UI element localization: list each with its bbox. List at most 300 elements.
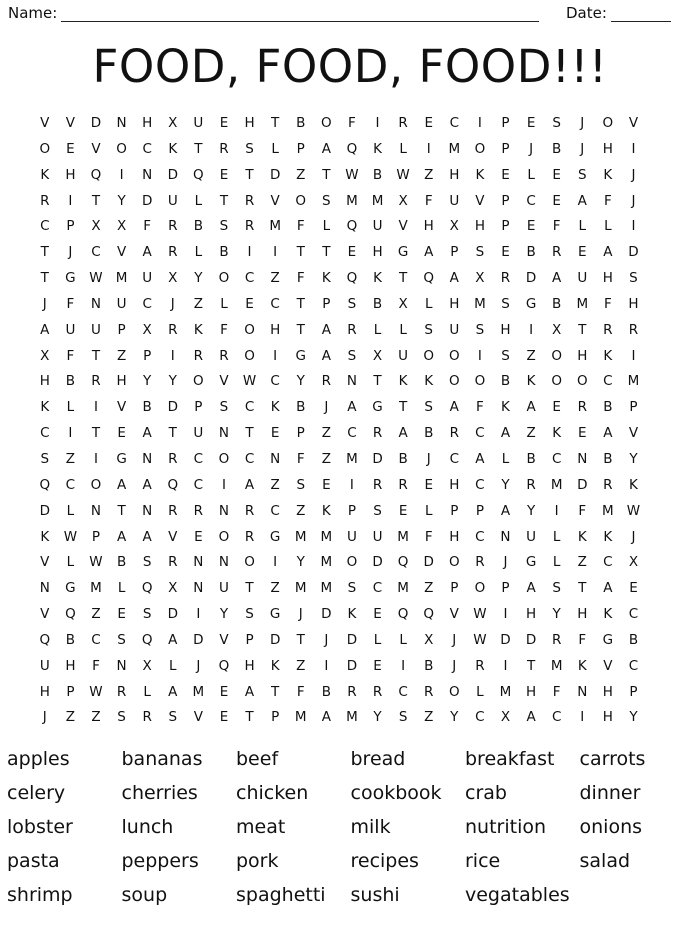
grid-letter[interactable]: R (449, 425, 459, 442)
grid-letter[interactable]: V (219, 373, 229, 390)
grid-letter[interactable]: K (577, 528, 587, 545)
grid-letter[interactable]: J (631, 192, 636, 209)
grid-letter[interactable]: O (551, 373, 562, 390)
grid-letter[interactable]: E (270, 425, 280, 442)
grid-letter[interactable]: U (449, 192, 460, 209)
grid-letter[interactable]: Q (423, 606, 435, 623)
grid-letter[interactable]: I (119, 166, 124, 183)
grid-letter[interactable]: K (603, 528, 613, 545)
grid-letter[interactable]: J (68, 244, 73, 261)
grid-letter[interactable]: M (294, 528, 307, 545)
grid-letter[interactable]: T (398, 270, 408, 287)
grid-letter[interactable]: S (117, 709, 126, 726)
grid-letter[interactable]: P (143, 347, 152, 364)
grid-letter[interactable]: P (117, 321, 126, 338)
grid-letter[interactable]: P (501, 580, 510, 597)
grid-letter[interactable]: L (399, 631, 407, 648)
grid-letter[interactable]: O (218, 450, 230, 467)
grid-letter[interactable]: Q (346, 218, 358, 235)
grid-letter[interactable]: M (346, 450, 358, 467)
grid-letter[interactable]: B (398, 450, 408, 467)
grid-letter[interactable]: Y (373, 709, 382, 726)
grid-letter[interactable]: K (270, 399, 280, 416)
grid-letter[interactable]: O (116, 140, 127, 157)
grid-letter[interactable]: F (296, 683, 305, 700)
grid-letter[interactable]: S (475, 244, 485, 261)
grid-letter[interactable]: L (373, 321, 382, 338)
grid-letter[interactable]: T (245, 425, 254, 442)
grid-letter[interactable]: F (603, 192, 612, 209)
grid-letter[interactable]: E (219, 683, 229, 700)
grid-letter[interactable]: R (193, 347, 204, 364)
grid-letter[interactable]: E (526, 115, 536, 131)
grid-letter[interactable]: K (321, 270, 331, 287)
grid-letter[interactable]: E (66, 140, 75, 157)
grid-letter[interactable]: E (552, 399, 561, 416)
grid-letter[interactable]: A (244, 683, 255, 700)
grid-letter[interactable]: M (346, 192, 358, 209)
grid-letter[interactable]: V (193, 709, 203, 726)
grid-letter[interactable]: T (91, 347, 101, 364)
grid-letter[interactable]: Y (501, 476, 510, 493)
grid-letter[interactable]: S (219, 399, 229, 416)
grid-letter[interactable]: R (577, 399, 587, 416)
grid-letter[interactable]: P (66, 683, 75, 700)
grid-letter[interactable]: O (448, 373, 460, 390)
grid-letter[interactable]: J (426, 450, 431, 467)
grid-letter[interactable]: O (423, 347, 435, 364)
grid-letter[interactable]: X (628, 554, 639, 571)
grid-letter[interactable]: C (603, 554, 613, 571)
grid-letter[interactable]: G (525, 295, 537, 312)
grid-letter[interactable]: E (117, 425, 126, 442)
grid-letter[interactable]: M (602, 502, 614, 519)
grid-letter[interactable]: K (40, 399, 50, 416)
grid-letter[interactable]: S (347, 580, 357, 597)
grid-letter[interactable]: T (245, 580, 254, 597)
grid-letter[interactable]: N (39, 580, 50, 597)
grid-letter[interactable]: N (218, 425, 229, 442)
grid-letter[interactable]: E (552, 192, 561, 209)
grid-letter[interactable]: M (269, 218, 281, 235)
grid-letter[interactable]: T (194, 140, 203, 157)
grid-letter[interactable]: C (244, 450, 255, 467)
grid-letter[interactable]: E (194, 528, 203, 545)
grid-letter[interactable]: R (372, 683, 383, 700)
grid-letter[interactable]: I (196, 606, 201, 623)
grid-letter[interactable]: X (372, 347, 383, 364)
grid-letter[interactable]: B (424, 657, 434, 674)
grid-letter[interactable]: Z (91, 606, 101, 623)
grid-letter[interactable]: K (193, 321, 203, 338)
grid-letter[interactable]: Q (39, 631, 51, 648)
grid-letter[interactable]: F (66, 295, 75, 312)
grid-letter[interactable]: L (552, 528, 561, 545)
grid-letter[interactable]: Q (39, 476, 51, 493)
grid-letter[interactable]: S (168, 709, 178, 726)
grid-letter[interactable]: N (218, 554, 229, 571)
grid-letter[interactable]: L (194, 192, 203, 209)
grid-letter[interactable]: D (193, 631, 204, 648)
grid-letter[interactable]: K (373, 140, 382, 157)
grid-letter[interactable]: S (142, 554, 152, 571)
grid-letter[interactable]: G (269, 606, 281, 623)
grid-letter[interactable]: P (501, 218, 510, 235)
grid-letter[interactable]: K (629, 476, 638, 493)
grid-letter[interactable]: I (247, 244, 252, 261)
grid-letter[interactable]: B (372, 295, 383, 312)
grid-letter[interactable]: E (424, 115, 433, 131)
grid-letter[interactable]: T (578, 321, 587, 338)
grid-letter[interactable]: H (65, 657, 76, 674)
grid-letter[interactable]: D (167, 606, 178, 623)
grid-letter[interactable]: N (346, 373, 357, 390)
grid-letter[interactable]: S (398, 709, 408, 726)
grid-letter[interactable]: B (552, 140, 562, 157)
grid-letter[interactable]: C (526, 192, 536, 209)
grid-letter[interactable]: D (372, 450, 383, 467)
grid-letter[interactable]: D (346, 631, 358, 648)
grid-letter[interactable]: D (423, 554, 434, 571)
grid-letter[interactable]: B (526, 244, 536, 261)
grid-letter[interactable]: D (167, 166, 178, 183)
grid-letter[interactable]: O (474, 373, 486, 390)
grid-letter[interactable]: R (91, 373, 101, 390)
grid-letter[interactable]: D (500, 631, 511, 648)
grid-letter[interactable]: J (196, 657, 201, 674)
grid-letter[interactable]: F (296, 270, 305, 287)
grid-letter[interactable]: P (66, 218, 75, 235)
grid-letter[interactable]: N (577, 683, 588, 700)
grid-letter[interactable]: B (65, 631, 76, 648)
grid-letter[interactable]: Q (346, 270, 358, 287)
grid-letter[interactable]: M (397, 528, 409, 545)
grid-letter[interactable]: U (116, 295, 127, 312)
grid-letter[interactable]: R (398, 476, 408, 493)
grid-letter[interactable]: Q (193, 166, 204, 183)
grid-letter[interactable]: C (551, 450, 562, 467)
grid-letter[interactable]: Y (552, 606, 561, 623)
grid-letter[interactable]: R (372, 476, 383, 493)
grid-letter[interactable]: U (219, 580, 229, 597)
grid-letter[interactable]: C (40, 218, 50, 235)
grid-letter[interactable]: S (219, 218, 229, 235)
grid-letter[interactable]: L (399, 321, 407, 338)
grid-letter[interactable]: E (501, 244, 510, 261)
grid-letter[interactable]: M (448, 140, 461, 157)
grid-letter[interactable]: E (629, 580, 638, 597)
grid-letter[interactable]: D (269, 631, 281, 648)
grid-letter[interactable]: B (142, 399, 152, 416)
grid-letter[interactable]: N (90, 502, 102, 519)
date-field[interactable] (566, 4, 671, 22)
grid-letter[interactable]: I (477, 347, 482, 364)
grid-letter[interactable]: S (424, 321, 433, 338)
grid-letter[interactable]: U (526, 528, 537, 545)
grid-letter[interactable]: Y (296, 554, 305, 571)
grid-letter[interactable]: R (244, 192, 255, 209)
grid-letter[interactable]: C (91, 631, 101, 648)
grid-letter[interactable]: X (398, 295, 408, 312)
grid-letter[interactable]: R (398, 115, 408, 131)
grid-letter[interactable]: O (295, 192, 307, 209)
grid-letter[interactable]: K (373, 270, 382, 287)
grid-letter[interactable]: Z (526, 347, 536, 364)
grid-letter[interactable]: R (424, 683, 434, 700)
grid-letter[interactable]: K (347, 606, 357, 623)
grid-letter[interactable]: R (347, 683, 357, 700)
grid-letter[interactable]: T (296, 631, 305, 648)
grid-letter[interactable]: P (450, 244, 459, 261)
grid-letter[interactable]: C (398, 683, 408, 700)
grid-letter[interactable]: P (296, 425, 305, 442)
grid-letter[interactable]: S (373, 502, 382, 519)
grid-letter[interactable]: J (324, 399, 329, 416)
grid-letter[interactable]: L (476, 683, 484, 700)
grid-letter[interactable]: C (91, 244, 101, 261)
grid-letter[interactable]: V (40, 606, 50, 623)
grid-letter[interactable]: X (424, 631, 434, 648)
grid-letter[interactable]: E (219, 166, 229, 183)
grid-letter[interactable]: O (474, 580, 486, 597)
grid-letter[interactable]: F (552, 218, 561, 235)
grid-letter[interactable]: P (501, 140, 510, 157)
grid-letter[interactable]: H (449, 476, 460, 493)
grid-letter[interactable]: J (170, 295, 175, 312)
grid-letter[interactable]: A (321, 321, 331, 338)
grid-letter[interactable]: P (91, 528, 101, 545)
grid-letter[interactable]: T (40, 244, 49, 261)
grid-letter[interactable]: M (371, 192, 384, 209)
grid-letter[interactable]: R (551, 244, 562, 261)
grid-letter[interactable]: L (66, 554, 75, 571)
grid-letter[interactable]: M (320, 554, 333, 571)
grid-letter[interactable]: U (91, 321, 101, 338)
grid-letter[interactable]: J (529, 140, 534, 157)
grid-letter[interactable]: B (219, 244, 229, 261)
grid-letter[interactable]: M (499, 683, 512, 700)
grid-letter[interactable]: R (321, 373, 332, 390)
grid-letter[interactable]: O (218, 270, 230, 287)
grid-letter[interactable]: P (194, 399, 203, 416)
grid-letter[interactable]: P (450, 502, 459, 519)
grid-letter[interactable]: K (398, 373, 408, 390)
grid-letter[interactable]: I (631, 218, 636, 235)
grid-letter[interactable]: S (629, 270, 638, 287)
grid-letter[interactable]: S (245, 606, 254, 623)
grid-letter[interactable]: D (628, 244, 639, 261)
grid-letter[interactable]: A (142, 425, 152, 442)
grid-letter[interactable]: A (526, 399, 536, 416)
grid-letter[interactable]: O (39, 140, 51, 157)
grid-letter[interactable]: E (219, 115, 229, 131)
grid-letter[interactable]: H (372, 244, 383, 261)
grid-letter[interactable]: N (116, 115, 127, 131)
grid-letter[interactable]: J (42, 709, 47, 726)
grid-letter[interactable]: K (424, 373, 434, 390)
grid-letter[interactable]: S (475, 321, 485, 338)
grid-letter[interactable]: G (295, 347, 306, 364)
grid-letter[interactable]: A (142, 528, 152, 545)
grid-letter[interactable]: R (372, 425, 383, 442)
grid-letter[interactable]: Q (90, 166, 102, 183)
grid-letter[interactable]: L (169, 657, 177, 674)
grid-letter[interactable]: I (349, 476, 354, 493)
grid-letter[interactable]: N (500, 528, 511, 545)
grid-letter[interactable]: Z (65, 450, 76, 467)
grid-letter[interactable]: H (116, 373, 127, 390)
grid-letter[interactable]: F (424, 528, 433, 545)
grid-letter[interactable]: V (270, 192, 280, 209)
grid-letter[interactable]: U (65, 321, 76, 338)
grid-letter[interactable]: Q (218, 657, 230, 674)
grid-letter[interactable]: L (501, 450, 510, 467)
grid-letter[interactable]: C (270, 295, 280, 312)
grid-letter[interactable]: X (116, 218, 127, 235)
grid-letter[interactable]: I (93, 450, 98, 467)
grid-letter[interactable]: B (603, 450, 613, 467)
grid-letter[interactable]: U (398, 347, 409, 364)
grid-letter[interactable]: B (552, 295, 562, 312)
grid-letter[interactable]: W (396, 166, 410, 183)
grid-letter[interactable]: U (39, 657, 50, 674)
grid-letter[interactable]: W (626, 502, 641, 519)
grid-letter[interactable]: B (424, 425, 434, 442)
grid-letter[interactable]: Y (629, 450, 638, 467)
grid-letter[interactable]: X (40, 347, 50, 364)
grid-letter[interactable]: A (603, 425, 613, 442)
grid-letter[interactable]: I (477, 115, 482, 131)
grid-letter[interactable]: B (296, 115, 306, 131)
grid-letter[interactable]: T (271, 115, 280, 131)
grid-letter[interactable]: M (90, 580, 102, 597)
grid-letter[interactable]: X (91, 218, 101, 235)
grid-letter[interactable]: C (193, 476, 204, 493)
grid-letter[interactable]: P (245, 631, 254, 648)
grid-letter[interactable]: R (219, 140, 229, 157)
grid-letter[interactable]: K (40, 528, 50, 545)
grid-letter[interactable]: A (142, 476, 152, 493)
grid-letter[interactable]: O (346, 554, 358, 571)
grid-letter[interactable]: C (628, 657, 639, 674)
grid-letter[interactable]: S (322, 192, 331, 209)
grid-letter[interactable]: M (115, 270, 128, 287)
grid-letter[interactable]: G (372, 399, 383, 416)
grid-letter[interactable]: P (271, 709, 280, 726)
grid-letter[interactable]: Q (141, 631, 153, 648)
grid-letter[interactable]: M (320, 580, 333, 597)
grid-letter[interactable]: S (552, 580, 561, 597)
grid-letter[interactable]: V (116, 244, 127, 261)
grid-letter[interactable]: G (65, 580, 76, 597)
grid-letter[interactable]: F (296, 218, 305, 235)
grid-letter[interactable]: R (219, 347, 229, 364)
grid-letter[interactable]: O (244, 321, 255, 338)
grid-letter[interactable]: H (423, 218, 434, 235)
grid-letter[interactable]: C (475, 709, 485, 726)
grid-letter[interactable]: U (372, 218, 383, 235)
grid-letter[interactable]: Y (117, 192, 126, 209)
grid-letter[interactable]: V (219, 631, 229, 648)
grid-letter[interactable]: T (322, 244, 331, 261)
grid-letter[interactable]: L (322, 218, 331, 235)
grid-letter[interactable]: H (244, 115, 255, 131)
grid-letter[interactable]: Z (424, 709, 434, 726)
grid-letter[interactable]: I (631, 140, 636, 157)
grid-letter[interactable]: C (603, 373, 613, 390)
grid-letter[interactable]: P (450, 580, 459, 597)
grid-letter[interactable]: Z (296, 166, 306, 183)
grid-letter[interactable]: X (142, 321, 152, 338)
grid-letter[interactable]: R (347, 321, 357, 338)
grid-letter[interactable]: R (603, 321, 613, 338)
grid-letter[interactable]: O (576, 373, 588, 390)
grid-letter[interactable]: S (577, 166, 587, 183)
grid-letter[interactable]: X (475, 270, 485, 287)
grid-letter[interactable]: H (577, 347, 588, 364)
grid-letter[interactable]: H (39, 683, 50, 700)
grid-letter[interactable]: P (629, 683, 638, 700)
grid-letter[interactable]: H (449, 295, 460, 312)
grid-letter[interactable]: U (193, 425, 204, 442)
grid-letter[interactable]: Z (424, 166, 434, 183)
grid-letter[interactable]: I (503, 657, 508, 674)
grid-letter[interactable]: T (245, 166, 254, 183)
grid-letter[interactable]: P (347, 502, 356, 519)
grid-letter[interactable]: L (373, 631, 382, 648)
grid-letter[interactable]: A (40, 321, 50, 338)
grid-letter[interactable]: A (603, 244, 613, 261)
grid-letter[interactable]: E (347, 244, 357, 261)
grid-letter[interactable]: C (142, 140, 152, 157)
grid-letter[interactable]: I (503, 606, 508, 623)
grid-letter[interactable]: F (220, 321, 228, 338)
grid-letter[interactable]: R (168, 244, 178, 261)
grid-letter[interactable]: H (500, 321, 511, 338)
grid-letter[interactable]: B (321, 683, 331, 700)
grid-letter[interactable]: H (65, 166, 76, 183)
grid-letter[interactable]: D (525, 270, 537, 287)
grid-letter[interactable]: E (526, 218, 536, 235)
grid-letter[interactable]: L (220, 295, 228, 312)
grid-letter[interactable]: W (89, 270, 103, 287)
grid-letter[interactable]: H (602, 140, 613, 157)
grid-letter[interactable]: B (372, 166, 383, 183)
grid-letter[interactable]: X (168, 115, 178, 131)
grid-letter[interactable]: V (628, 425, 639, 442)
grid-letter[interactable]: T (526, 657, 536, 674)
grid-letter[interactable]: T (322, 166, 331, 183)
grid-letter[interactable]: O (244, 554, 255, 571)
grid-letter[interactable]: P (501, 115, 510, 131)
grid-letter[interactable]: H (449, 166, 460, 183)
grid-letter[interactable]: E (552, 166, 561, 183)
grid-letter[interactable]: C (142, 295, 152, 312)
grid-letter[interactable]: J (631, 166, 636, 183)
grid-letter[interactable]: V (40, 115, 50, 131)
grid-letter[interactable]: G (269, 528, 281, 545)
grid-letter[interactable]: H (526, 683, 537, 700)
grid-letter[interactable]: C (449, 115, 460, 131)
grid-letter[interactable]: U (167, 192, 178, 209)
grid-letter[interactable]: E (424, 476, 433, 493)
grid-letter[interactable]: E (501, 166, 510, 183)
grid-letter[interactable]: O (90, 476, 102, 493)
grid-letter[interactable]: J (503, 554, 508, 571)
grid-letter[interactable]: L (399, 140, 407, 157)
grid-letter[interactable]: J (580, 140, 585, 157)
grid-letter[interactable]: M (320, 528, 333, 545)
